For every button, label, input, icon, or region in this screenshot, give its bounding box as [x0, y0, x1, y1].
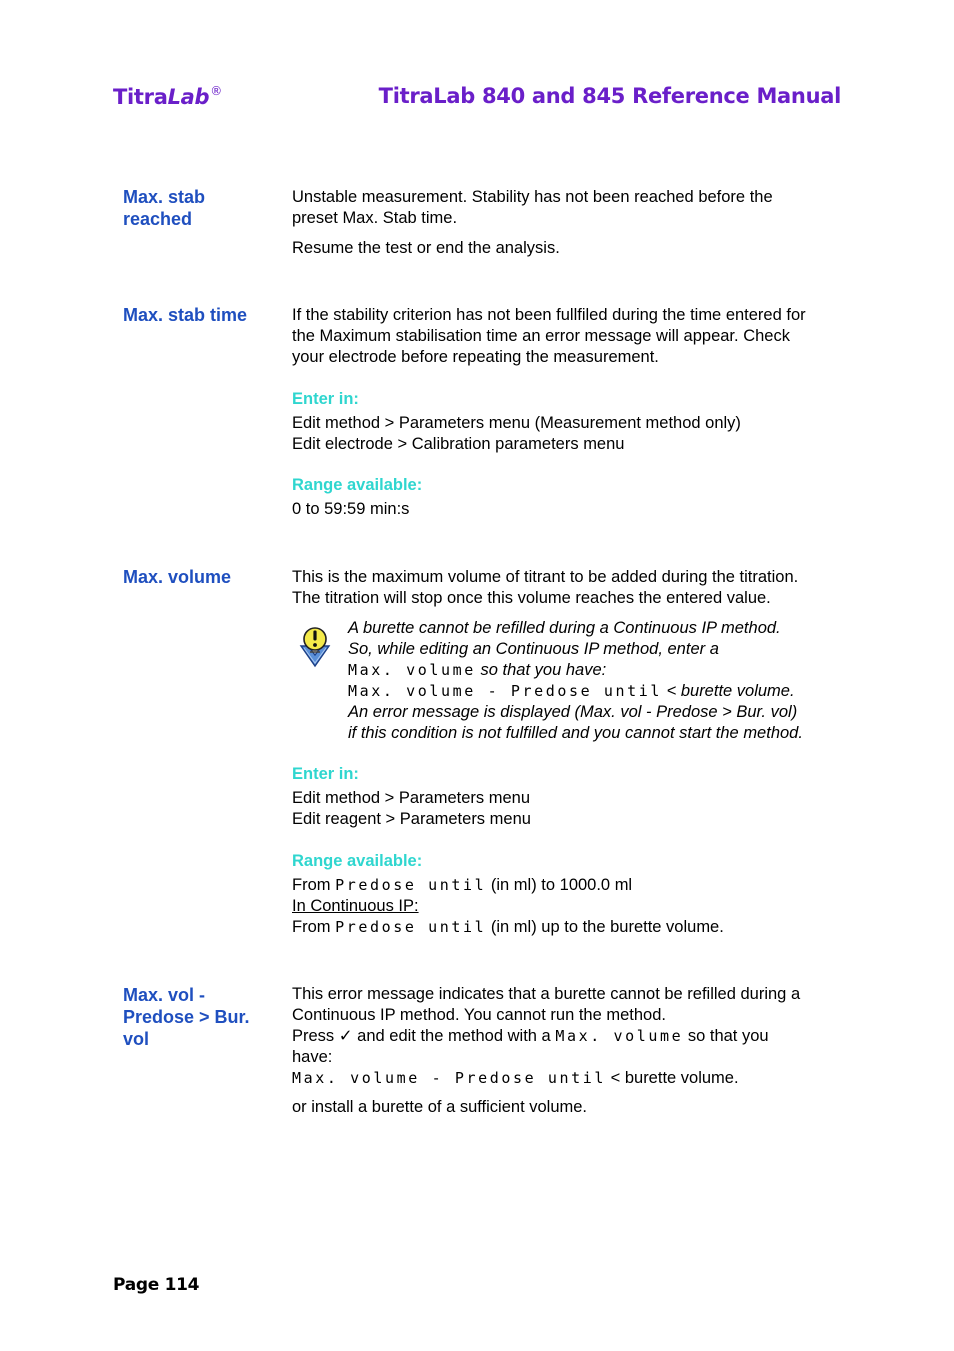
term-max-stab-time: Max. stab time: [123, 305, 248, 325]
term-max-vol-predose-bur-vol: Max. vol - Predose > Bur. vol: [123, 985, 250, 1049]
range-values: From Predose until (in ml) to 1000.0 ml In Continuous IP: From Predose until (in ml) up to the burette volume.: [292, 876, 724, 936]
continuous-ip-note: A burette cannot be refilled during a Continuous IP method. So, while editing an Continuous IP method, enter a Max. volume so that you have: Max. volume - Predose until < burette volume. An error message is displayed (Max. vol - Predose > Bur. vol) if this condition is not fulfilled and you cannot start the method.: [348, 619, 803, 742]
warning-bulb-icon: [298, 624, 332, 668]
max-vol-error-description: This error message indicates that a burette cannot be refilled during a Continuous IP method. You cannot run the method. Press ✓ and edit the method with a Max. volume so that you have: Max. volume - Predose until < burette volume.: [292, 985, 801, 1087]
brand-logo: TitraLab®: [113, 84, 222, 109]
enter-in-list: Edit method > Parameters menu Edit reagent > Parameters menu: [292, 789, 531, 828]
range-available-label: Range available:: [292, 476, 423, 494]
term-max-volume: Max. volume: [123, 567, 232, 587]
enter-in-list: Edit method > Parameters menu (Measurement method only) Edit electrode > Calibration parameters menu: [292, 414, 741, 453]
max-vol-error-alternative: or install a burette of a sufficient volume.: [292, 1098, 588, 1116]
range-value: 0 to 59:59 min:s: [292, 500, 410, 518]
manual-title: TitraLab 840 and 845 Reference Manual: [378, 84, 841, 108]
max-stab-reached-action: Resume the test or end the analysis.: [292, 239, 560, 257]
enter-in-label: Enter in:: [292, 390, 359, 408]
page-number: Page 114: [113, 1275, 200, 1295]
max-stab-time-description: If the stability criterion has not been fullfiled during the time entered for the Maximum stabilisation time an error message will appear. Check your electrode before repeating the measurement.: [292, 306, 806, 366]
range-available-label: Range available:: [292, 852, 423, 870]
term-max-stab-reached: Max. stab reached: [123, 187, 206, 229]
max-volume-description: This is the maximum volume of titrant to be added during the titration. The titration will stop once this volume reaches the entered value.: [292, 568, 799, 607]
enter-in-label: Enter in:: [292, 765, 359, 783]
max-stab-reached-description: Unstable measurement. Stability has not been reached before the preset Max. Stab time.: [292, 188, 773, 227]
